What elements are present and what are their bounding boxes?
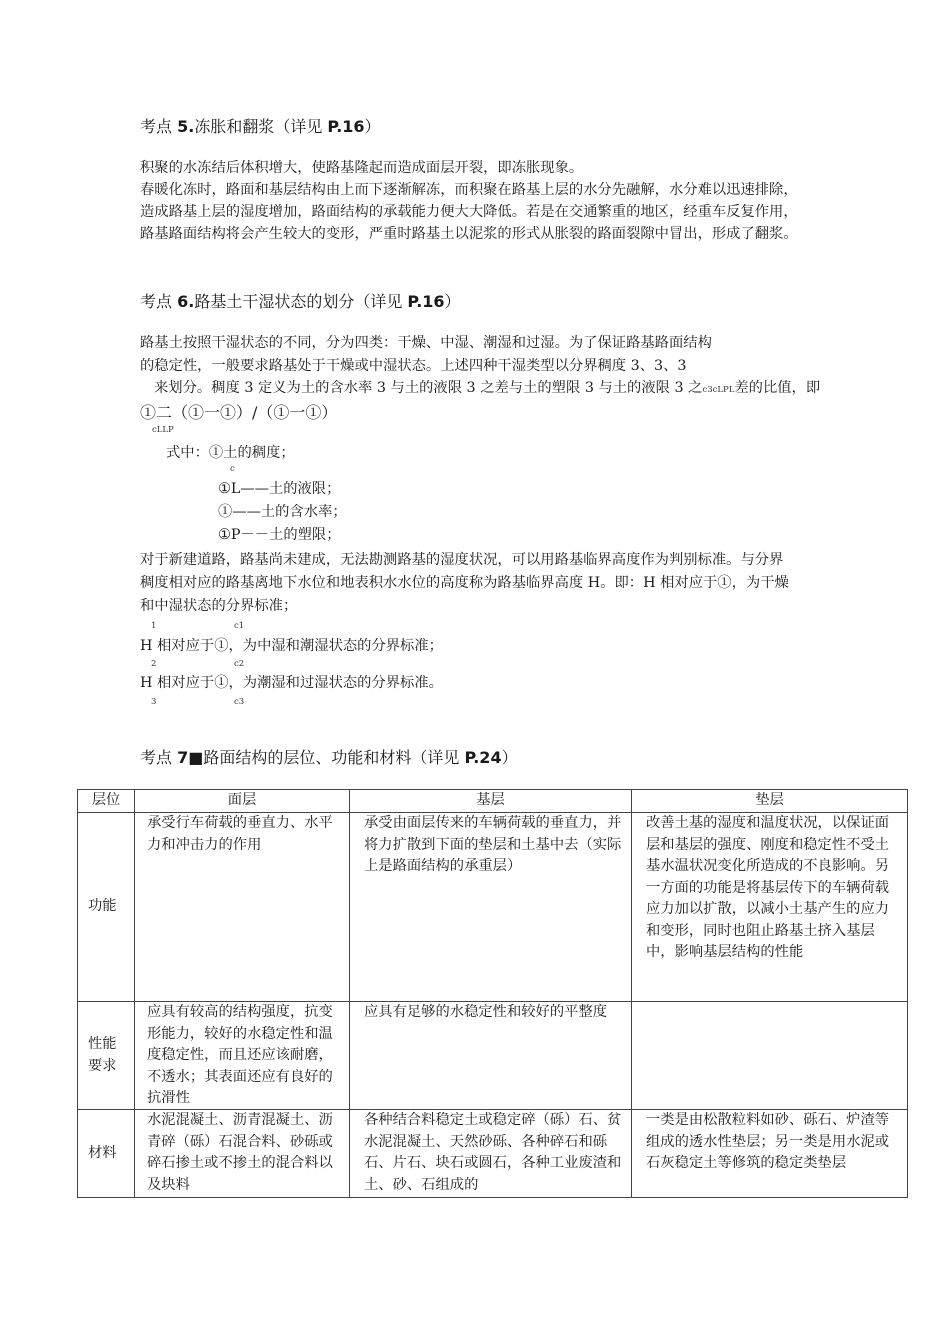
formula-subscripts: cLLP: [152, 425, 174, 435]
paragraph-line: 路基土按照干湿状态的不同，分为四类：干燥、中湿、潮湿和过湿。为了保证路基路面结构: [140, 335, 712, 351]
title-prefix: 考点: [140, 748, 178, 767]
definition-liquid-limit: ①L——土的液限；: [218, 481, 341, 497]
table-cell: [632, 1110, 908, 1198]
subscript: 3: [151, 697, 157, 707]
formula-where: 式中：①土的稠度；: [166, 445, 295, 461]
label-text: 性能要求: [88, 1036, 117, 1074]
header-surface-course: 面层: [135, 790, 350, 813]
cell-text: 承受由面层传来的车辆荷载的垂直力，并将力扩散到下面的垫层和土基中去（实际上是路面结构的承重层）: [364, 815, 622, 874]
table-cell: [632, 1002, 908, 1110]
title-page-ref: P.16: [407, 292, 445, 311]
consistency-formula: ①二（①一①）/（①一①）: [140, 403, 338, 422]
title-page-ref: P.24: [464, 748, 502, 767]
section-5-title: [140, 114, 381, 137]
paragraph-line: 对于新建道路，路基尚未建成，无法勘测路基的湿度状况，可以用路基临界高度作为判别标准。与分界: [140, 552, 784, 568]
cell-text: 各种结合料稳定土或稳定碎（砾）石、贫水泥混凝土、天然砂砾、各种碎石和砾石、片石、块石或圆石，各种工业废渣和土、砂、石组成的: [364, 1112, 622, 1193]
row-label-requirements: [78, 1002, 135, 1110]
title-suffix: ）: [501, 748, 518, 767]
row-label-function: 功能: [78, 813, 135, 1002]
paragraph-line: 春暖化冻时，路面和基层结构由上而下逐渐解冻，而积聚在路基上层的水分先融解，水分难以迅速排除，: [140, 182, 798, 198]
paragraph-line: 路基路面结构将会产生较大的变形，严重时路基土以泥浆的形式从胀裂的路面裂隙中冒出，形成了翻浆。: [140, 226, 798, 242]
section-6-title: [140, 289, 461, 312]
title-suffix: ）: [364, 117, 381, 136]
definition-water-content: ①——土的含水率；: [218, 504, 347, 520]
table-cell: [350, 1110, 632, 1198]
table-cell: [632, 813, 908, 1002]
subscript: c1: [234, 621, 245, 631]
section-7-title: [140, 745, 518, 768]
critical-height-h3: H 相对应于①，为潮湿和过湿状态的分界标准。: [140, 675, 443, 691]
table-row: [78, 813, 908, 1002]
title-number: 5.: [177, 117, 195, 136]
cell-text: 应具有足够的水稳定性和较好的平整度: [364, 1004, 608, 1020]
subscript: c3: [234, 697, 245, 707]
table-header-row: [78, 790, 908, 813]
cell-text: 水泥混凝土、沥青混凝土、沥青碎（砾）石混合料、砂砾或碎石掺土或不掺土的混合料以及块料: [147, 1112, 333, 1193]
table-row: [78, 1110, 908, 1198]
definition-plastic-limit: ①P－－土的塑限；: [218, 527, 341, 543]
title-prefix: 考点: [140, 292, 178, 311]
table-cell: [135, 1110, 350, 1198]
critical-height-h2: H 相对应于①，为中湿和潮湿状态的分界标准；: [140, 638, 443, 654]
header-cushion-course: 垫层: [632, 790, 908, 813]
subscript: c: [230, 464, 235, 474]
paragraph-line: 造成路基上层的湿度增加，路面结构的承载能力便大大降低。若是在交通繁重的地区，经重车反复作用，: [140, 204, 798, 220]
title-number: 6.: [177, 292, 195, 311]
row-label-materials: 材料: [78, 1110, 135, 1198]
title-text: 路基土干湿状态的划分（详见: [194, 292, 408, 311]
title-text: 冻胀和翻浆（详见: [194, 117, 328, 136]
text-run: 差的比值，即: [734, 380, 821, 396]
cell-text: 承受行车荷载的垂直力、水平力和冲击力的作用: [147, 815, 333, 853]
paragraph-line: 和中湿状态的分界标准；: [140, 598, 298, 614]
subscript: c3cLPL: [702, 385, 735, 395]
title-text: 路面结构的层位、功能和材料（详见: [203, 748, 465, 767]
header-layer: 层位: [78, 790, 135, 813]
table-cell: [135, 813, 350, 1002]
cell-text: 一类是由松散粒料如砂、砾石、炉渣等组成的透水性垫层；另一类是用水泥或石灰稳定土等修筑的稳定类垫层: [646, 1112, 890, 1171]
table-cell: [350, 1002, 632, 1110]
subscript: c2: [234, 659, 245, 669]
paragraph-line: [154, 378, 820, 401]
title-suffix: ）: [444, 292, 461, 311]
paragraph-line: 稠度相对应的路基离地下水位和地表积水水位的高度称为路基临界高度 H。即：H 相对应于①，为干燥: [140, 575, 789, 591]
cell-text: 应具有较高的结构强度，抗变形能力，较好的水稳定性和温度稳定性，而且还应该耐磨，不透水；其表面还应有良好的抗滑性: [147, 1004, 333, 1106]
title-prefix: 考点: [140, 117, 178, 136]
subscript: 2: [151, 659, 157, 669]
paragraph-line: 积聚的水冻结后体积增大，使路基隆起而造成面层开裂，即冻胀现象。: [140, 160, 584, 176]
paragraph-line: 的稳定性，一般要求路基处于干燥或中湿状态。上述四种干湿类型以分界稠度 3、3、3: [140, 358, 687, 374]
table-cell: [135, 1002, 350, 1110]
table-cell: [350, 813, 632, 1002]
title-number: 7■: [177, 748, 204, 767]
cell-text: [638, 1002, 901, 1109]
title-page-ref: P.16: [327, 117, 365, 136]
subscript: 1: [151, 621, 157, 631]
cell-text: 改善土基的湿度和温度状况，以保证面层和基层的强度、刚度和稳定性不受土基水温状况变化所造成的不良影响。另一方面的功能是将基层传下的车辆荷载应力加以扩散，以减小土基产生的应力和变形，同时也阻止路基土挤入基层中，影响基层结构的性能: [646, 815, 890, 960]
table-row: [78, 1002, 908, 1110]
pavement-structure-table: [77, 789, 908, 1198]
text-run: 来划分。稠度 3 定义为土的含水率 3 与土的液限 3 之差与土的塑限 3 与土的液限 3 之: [154, 380, 703, 396]
header-base-course: 基层: [350, 790, 632, 813]
